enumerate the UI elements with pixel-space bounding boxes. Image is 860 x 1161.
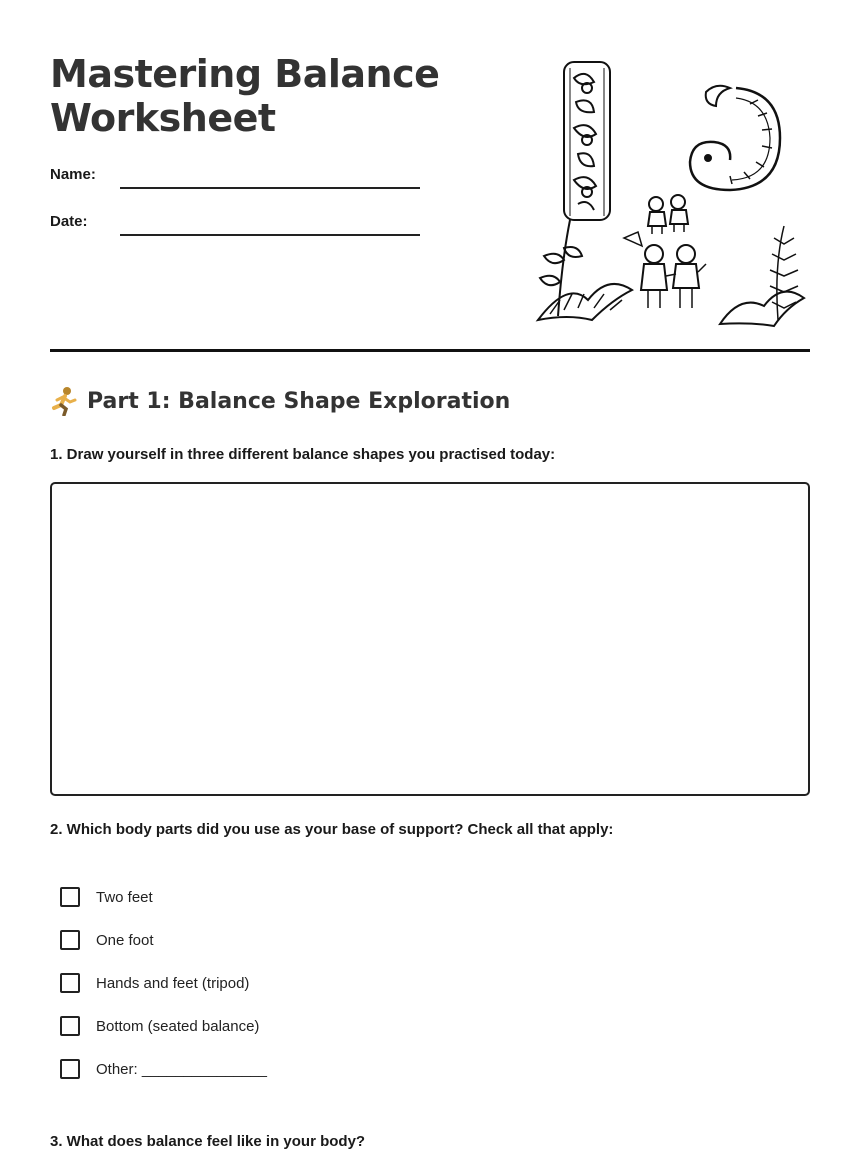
- part1-heading-text: Part 1: Balance Shape Exploration: [87, 388, 511, 414]
- title-line-1: Mastering Balance: [50, 52, 440, 96]
- checkbox-one-foot[interactable]: [60, 930, 80, 950]
- worksheet-title: [50, 52, 439, 140]
- option-label: Hands and feet (tripod): [96, 974, 250, 992]
- running-person-icon: [50, 386, 78, 416]
- date-field-line[interactable]: [120, 234, 420, 236]
- checkbox-other[interactable]: [60, 1059, 80, 1079]
- drawing-area[interactable]: [50, 482, 810, 796]
- title-line-2: Worksheet: [50, 96, 276, 140]
- question-3: 3. What does balance feel like in your body?: [50, 1133, 366, 1150]
- date-label: Date:: [50, 213, 88, 230]
- checkbox-two-feet[interactable]: [60, 887, 80, 907]
- option-two-feet: [60, 887, 153, 907]
- name-field-line[interactable]: [120, 187, 420, 189]
- koru-children-fern-illustration: [530, 58, 810, 330]
- header-divider: [50, 349, 810, 352]
- question-1: 1. Draw yourself in three different balance shapes you practised today:: [50, 446, 556, 463]
- checkbox-bottom-seated[interactable]: [60, 1016, 80, 1036]
- option-label: Bottom (seated balance): [96, 1017, 260, 1035]
- option-label: Two feet: [96, 888, 153, 906]
- part1-heading: [50, 386, 510, 416]
- option-one-foot: [60, 930, 154, 950]
- option-label: Other: _______________: [96, 1060, 267, 1078]
- option-bottom-seated: [60, 1016, 259, 1036]
- checkbox-hands-and-feet[interactable]: [60, 973, 80, 993]
- option-other: [60, 1059, 267, 1079]
- option-label: One foot: [96, 931, 154, 949]
- option-hands-and-feet: [60, 973, 249, 993]
- name-label: Name:: [50, 166, 96, 183]
- question-2: 2. Which body parts did you use as your base of support? Check all that apply:: [50, 821, 614, 838]
